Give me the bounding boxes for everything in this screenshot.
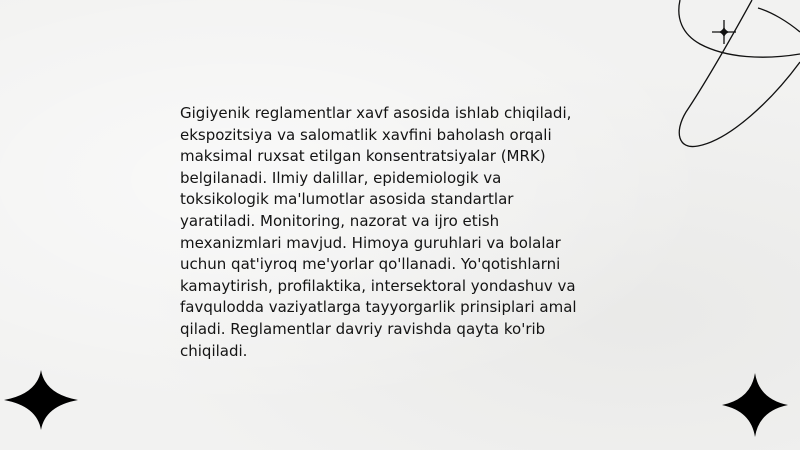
- orbit-lines-icon: [668, 0, 800, 152]
- body-paragraph: Gigiyenik reglamentlar xavf asosida ishlab chiqiladi, ekspozitsiya va salomatlik xavfini baholash orqali maksimal ruxsat etilgan konsentratsiyalar (MRK) belgilanadi. Ilmiy dalillar, epidemiologik va toksikologik ma'lumotlar asosida standartlar yaratiladi. Monitoring, nazorat va ijro etish mexanizmlari mavjud. Himoya guruhlari va bolalar uchun qat'iyroq me'yorlar qo'llanadi. Yo'qotishlarni kamaytirish, profilaktika, intersektoral yondashuv va favqulodda vaziyatlarga tayyorgarlik prinsiplari amal qiladi. Reglamentlar davriy ravishda qayta ko'rib chiqiladi.: [180, 104, 577, 360]
- four-point-star-icon: [720, 371, 790, 439]
- four-point-star-icon: [2, 368, 80, 432]
